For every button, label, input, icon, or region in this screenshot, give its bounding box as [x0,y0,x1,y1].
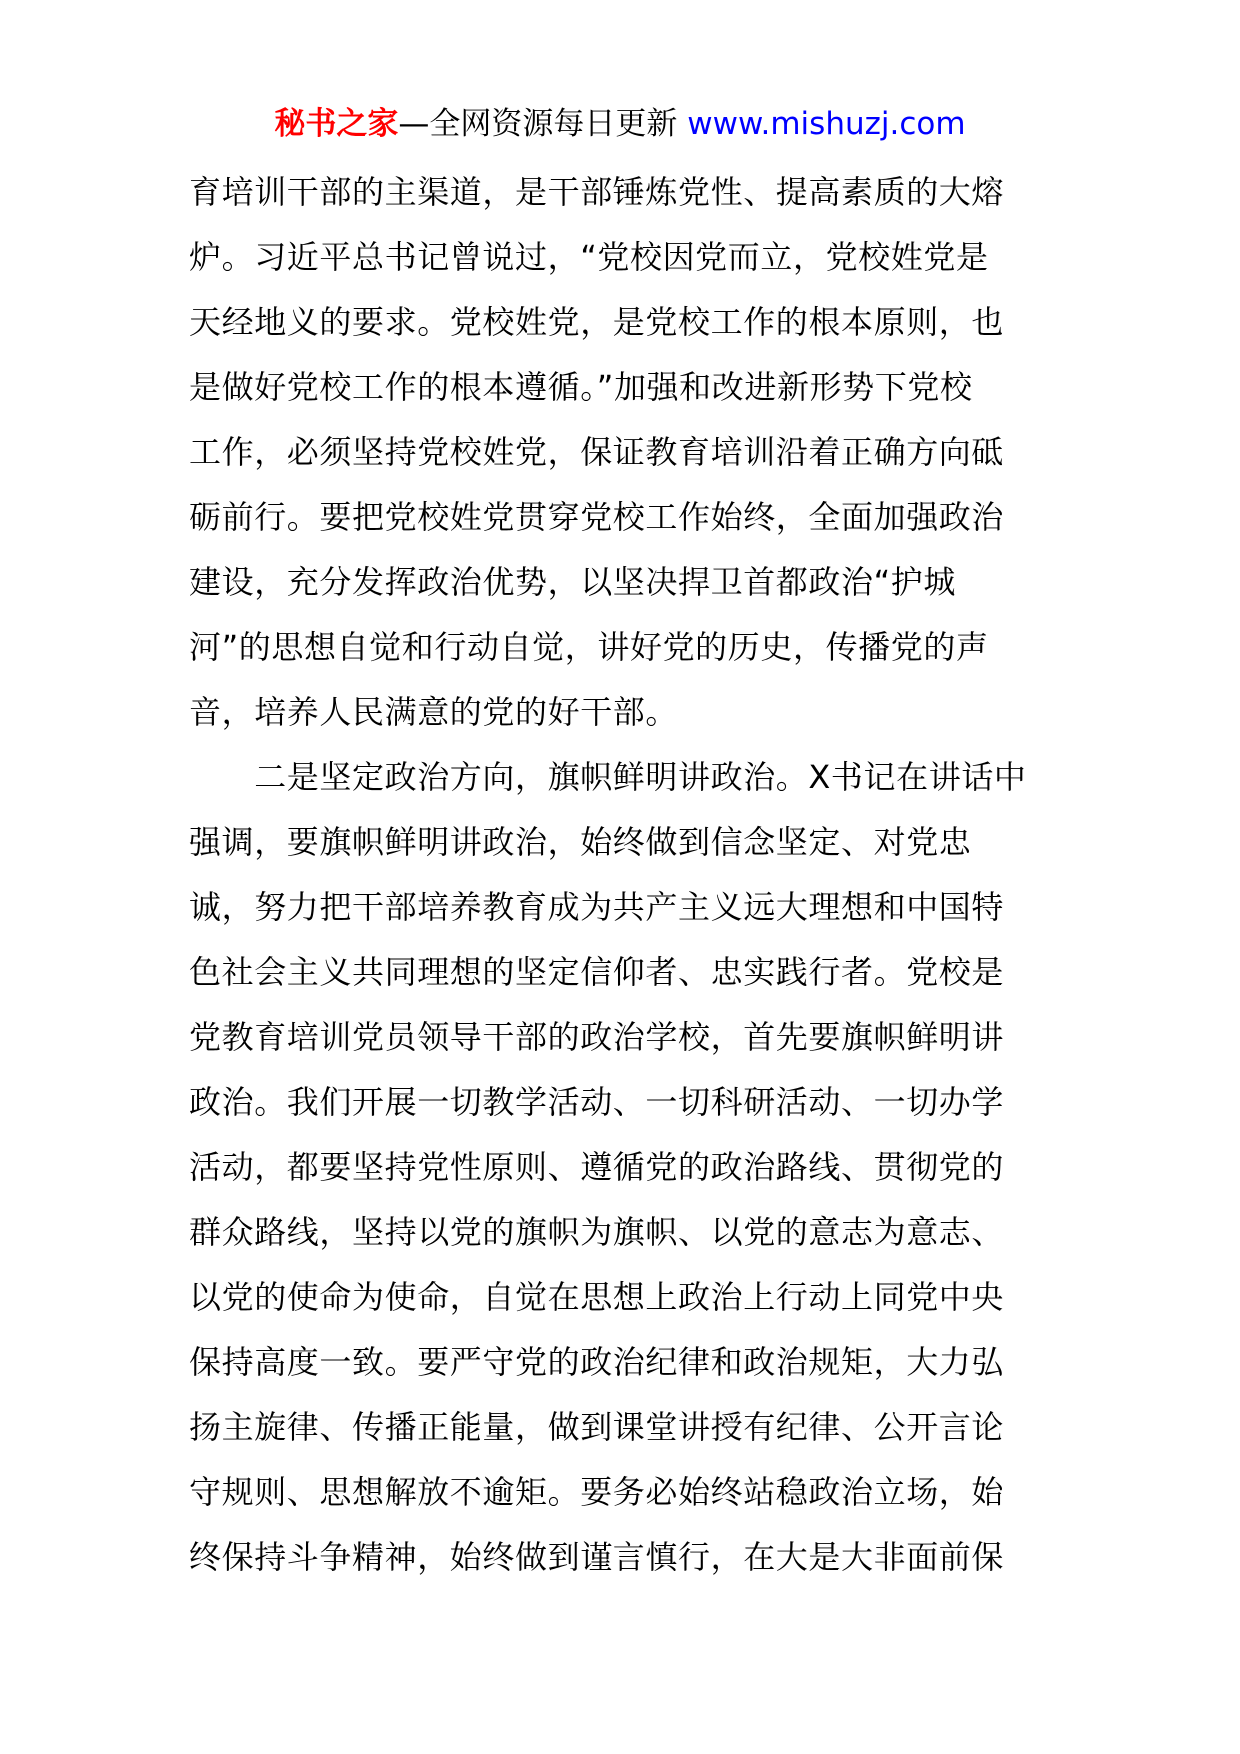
text-line: 建设，充分发挥政治优势，以坚决捍卫首都政治“护城 [189,563,956,601]
text-line: 河”的思想自觉和行动自觉，讲好党的历史，传播党的声 [189,628,989,666]
brand-name: 秘书之家 [274,106,399,142]
text-line: 政治。我们开展一切教学活动、一切科研活动、一切办学 [189,1083,1005,1121]
text-line: 以党的使命为使命，自觉在思想上政治上行动上同党中央 [189,1278,1005,1316]
text-line: 党教育培训党员领导干部的政治学校，首先要旗帜鲜明讲 [189,1018,1005,1056]
text-line: 砺前行。要把党校姓党贯穿党校工作始终，全面加强政治 [189,498,1005,536]
site-url-link[interactable]: www.mishuzj.com [687,106,966,142]
article-body [189,160,1055,1590]
text-line: 终保持斗争精神，始终做到谨言慎行，在大是大非面前保 [189,1538,1005,1576]
text-line: 群众路线，坚持以党的旗帜为旗帜、以党的意志为意志、 [189,1213,1005,1251]
text-line: 强调，要旗帜鲜明讲政治，始终做到信念坚定、对党忠 [189,823,972,861]
site-header [0,100,1240,148]
text-line: 守规则、思想解放不逾矩。要务必始终站稳政治立场，始 [189,1473,1005,1511]
text-line: 育培训干部的主渠道，是干部锤炼党性、提高素质的大熔 [189,173,1005,211]
text-line: 活动，都要坚持党性原则、遵循党的政治路线、贯彻党的 [189,1148,1005,1186]
header-tagline: —全网资源每日更新 [398,106,688,142]
text-line: 工作，必须坚持党校姓党，保证教育培训沿着正确方向砥 [189,433,1005,471]
text-line: 音，培养人民满意的党的好干部。 [189,693,679,731]
text-line: 保持高度一致。要严守党的政治纪律和政治规矩，大力弘 [189,1343,1005,1381]
text-line: 天经地义的要求。党校姓党，是党校工作的根本原则，也 [189,303,1005,341]
text-line: 色社会主义共同理想的坚定信仰者、忠实践行者。党校是 [189,953,1005,991]
text-line: 炉。习近平总书记曾说过，“党校因党而立，党校姓党是 [189,238,989,276]
paragraph-start-line: 二是坚定政治方向，旗帜鲜明讲政治。X书记在讲话中 [189,758,1027,796]
text-line: 诚，努力把干部培养教育成为共产主义远大理想和中国特 [189,888,1005,926]
text-line: 是做好党校工作的根本遵循。”加强和改进新形势下党校 [189,368,973,406]
text-line: 扬主旋律、传播正能量，做到课堂讲授有纪律、公开言论 [189,1408,1005,1446]
